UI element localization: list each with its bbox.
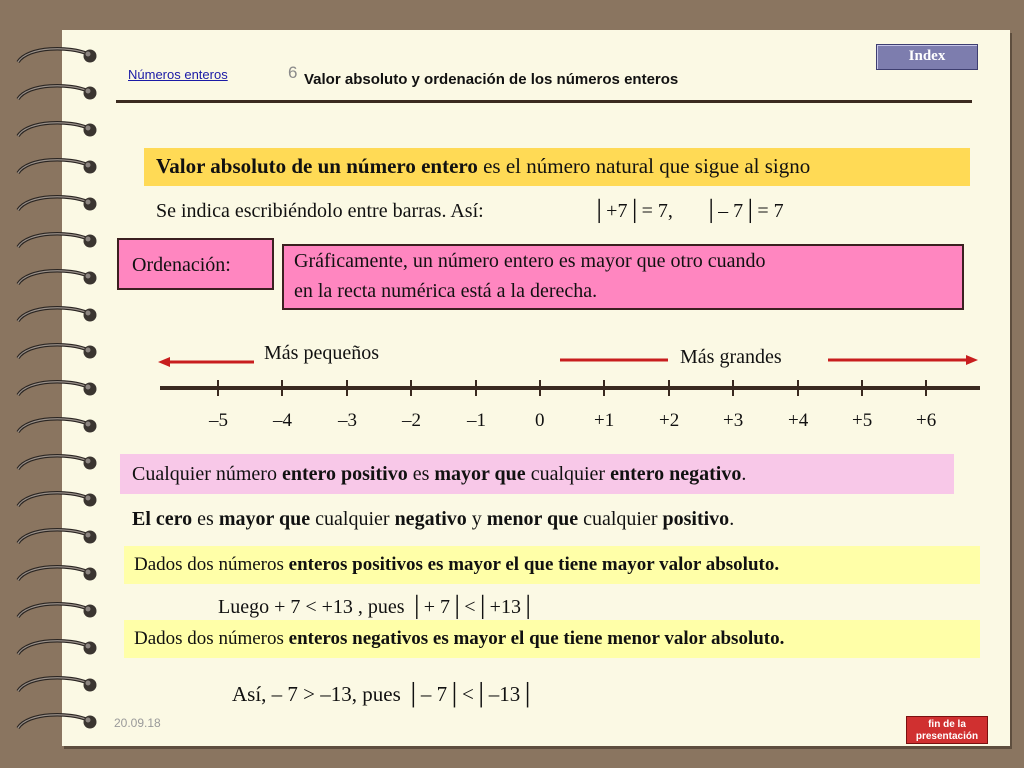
definition-bold: Valor absoluto de un número entero [156,154,478,178]
slide-number: 6 [288,63,298,82]
rule-1-p2: es [407,463,435,485]
breadcrumb-link[interactable]: Números enteros [128,67,228,82]
rule-2-b4: menor que [486,508,579,530]
end-button-line-2: presentación [915,731,979,742]
number-line-label: –2 [402,410,421,431]
number-line-tick [475,380,477,396]
example-4: Así, – 7 > –13, pues │– 7│<│–13│ [232,682,536,706]
rule-2-p2: cualquier [310,508,395,530]
rule-2-p4: cualquier [578,508,663,530]
number-line-label: –4 [273,410,292,431]
rule-3-text [134,554,779,576]
rule-4-p1: Dados dos números [134,628,289,649]
rule-1-p4: . [741,463,747,485]
notation-text: Se indica escribiéndolo entre barras. Así: [156,200,484,222]
definition-rest: es el número natural que sigue al signo [477,154,811,178]
rule-1-b1: entero positivo [281,463,408,485]
rule-4-text [134,628,784,650]
rule-1-p3: cualquier [525,463,611,485]
rule-1-b2: mayor que [434,463,526,485]
rule-3-p1: Dados dos números [134,554,289,575]
number-line-label: +6 [916,410,937,431]
rule-2-b1: El cero [132,508,193,530]
rule-2-b2: mayor que [218,508,311,530]
number-line-tick [217,380,219,396]
rule-4-b1: enteros negativos es mayor el que tiene menor valor absoluto. [288,628,785,649]
number-line-label: +1 [594,410,615,431]
end-button-line-1: fin de la [928,719,966,730]
index-button[interactable]: Index [876,44,978,70]
number-line-tick [539,380,541,396]
number-line-tick [668,380,670,396]
number-line-label: –1 [467,410,486,431]
number-line-tick [732,380,734,396]
number-line-tick [410,380,412,396]
number-line-label: –3 [338,410,357,431]
number-line-tick [925,380,927,396]
ordering-label: Ordenación: [132,254,231,276]
rule-2-p5: . [729,508,735,530]
rule-1-b3: entero negativo [610,463,742,485]
number-line-tick [346,380,348,396]
ordering-line-1: Gráficamente, un número entero es mayor que otro cuando [294,250,766,272]
number-line-label: +3 [723,410,744,431]
larger-label: Más grandes [680,346,782,368]
number-line-label: +2 [659,410,680,431]
rule-3-b1: enteros positivos es mayor el que tiene mayor valor absoluto. [288,554,780,575]
notation-example-2: │– 7│= 7 [704,200,784,222]
number-line-label: –5 [209,410,228,431]
slide-date: 20.09.18 [114,716,161,730]
number-line-tick [797,380,799,396]
number-line-label: +4 [788,410,809,431]
ordering-line-2: en la recta numérica está a la derecha. [294,280,598,302]
number-line-label: +5 [852,410,873,431]
rule-1-p1: Cualquier número [132,463,282,485]
number-line-label: 0 [535,410,545,431]
right-arrow [828,355,978,365]
number-line-tick [861,380,863,396]
left-arrow [158,357,254,367]
page-title: Valor absoluto y ordenación de los números enteros [304,71,679,88]
rule-2-b3: negativo [394,508,467,530]
rule-1-text [132,463,746,486]
rule-2-text [132,508,734,531]
notation-example-1: │+7│= 7, [592,200,673,222]
rule-2-b5: positivo [662,508,730,530]
example-3: Luego + 7 < +13 , pues │+ 7│<│+13│ [218,596,536,618]
smaller-label: Más pequeños [264,342,379,364]
end-presentation-button[interactable] [906,716,988,744]
rule-2-p1: es [192,508,219,530]
number-line-tick [281,380,283,396]
number-line-tick [603,380,605,396]
rule-2-p3: y [466,508,487,530]
